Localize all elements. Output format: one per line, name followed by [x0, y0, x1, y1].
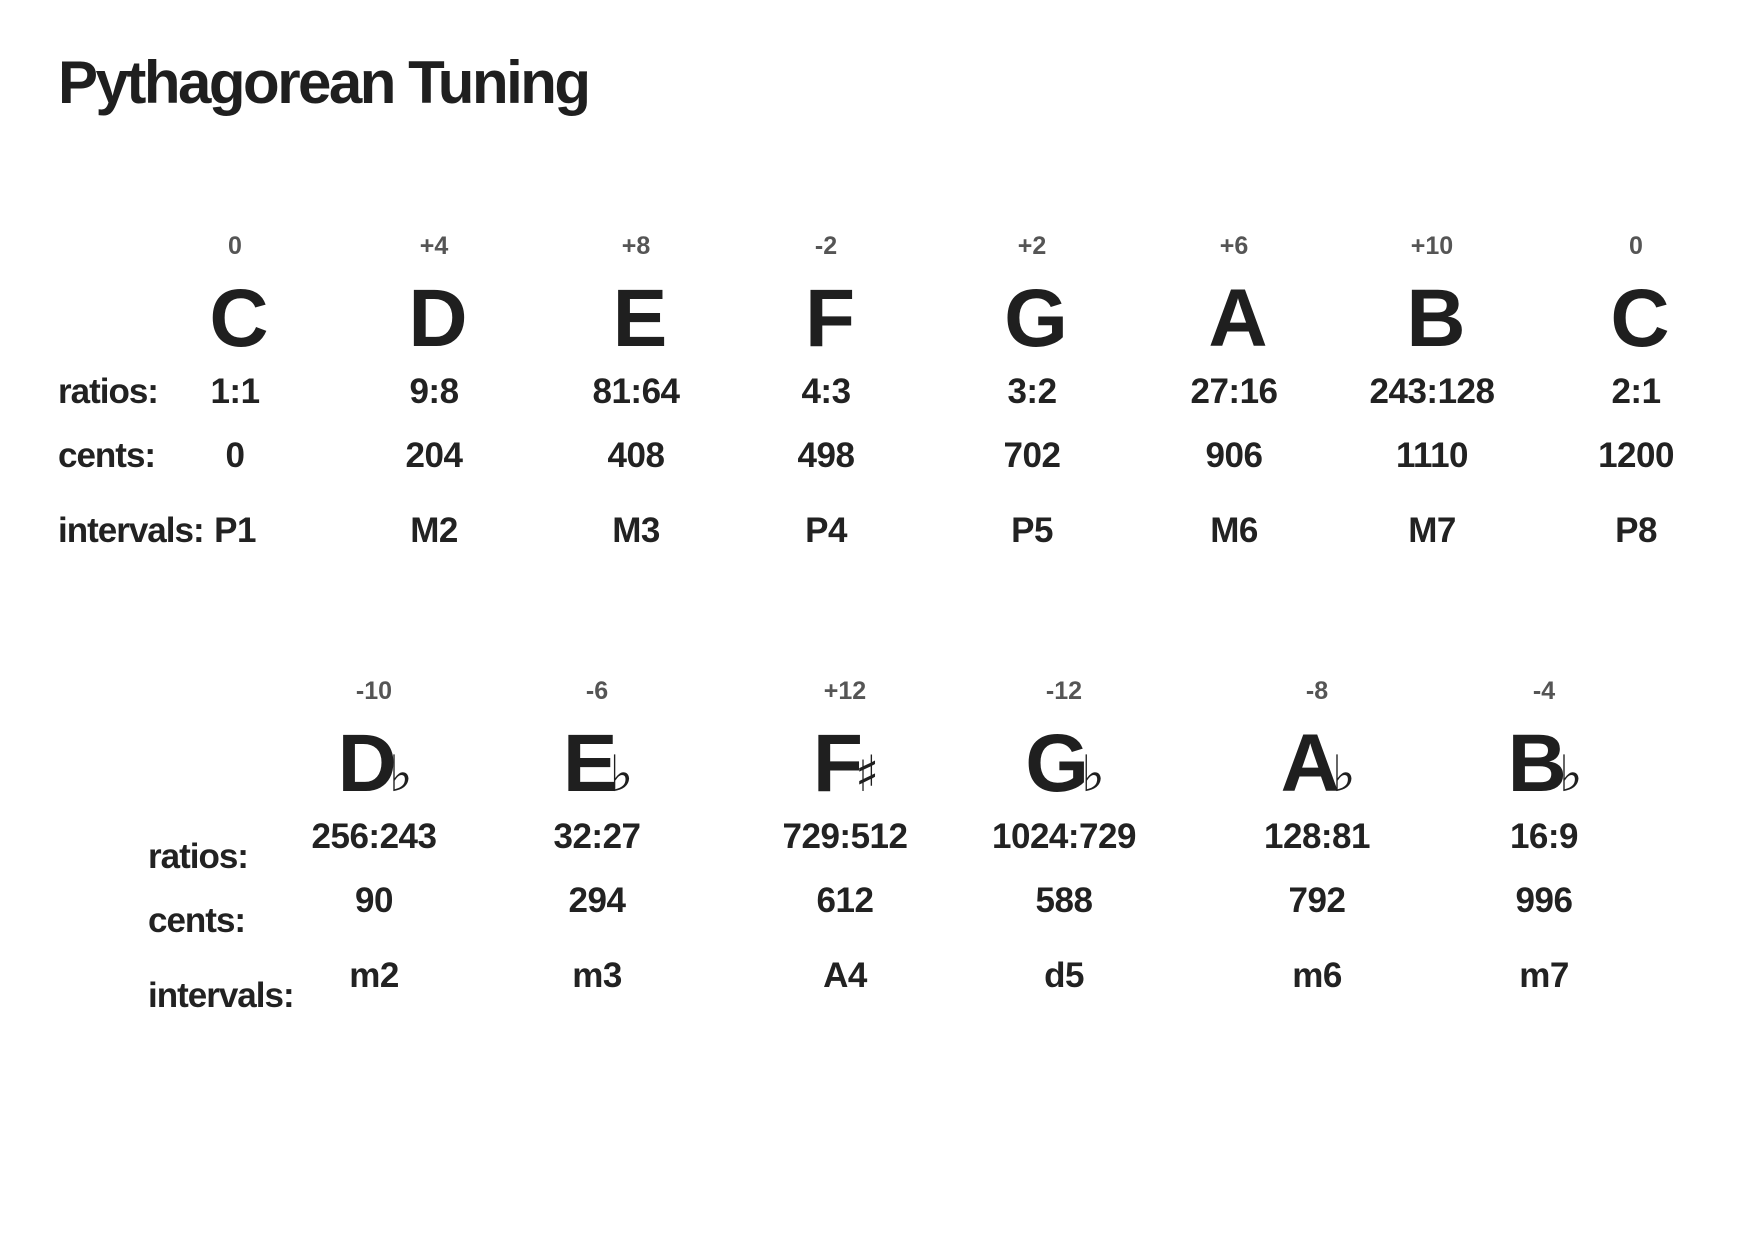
cents-value: 792 — [1288, 881, 1346, 920]
ratio-value: 9:8 — [409, 372, 459, 411]
interval-value: P5 — [1011, 511, 1053, 550]
deviation-value: -6 — [585, 677, 609, 705]
ratio-value: 256:243 — [311, 817, 437, 856]
note-name: A♭ — [1280, 718, 1354, 809]
deviation-value: +12 — [823, 677, 867, 705]
note-name: B — [1406, 273, 1464, 364]
sharp-icon: ♯ — [854, 745, 878, 803]
cents-value: 204 — [405, 436, 463, 475]
deviation-value: 0 — [1629, 232, 1643, 260]
ratio-value: 81:64 — [592, 372, 680, 411]
note-name: F♯ — [812, 718, 878, 809]
ratio-value: 128:81 — [1264, 817, 1370, 856]
deviation-value: +2 — [1017, 232, 1047, 260]
note-name: E♭ — [562, 718, 632, 809]
interval-value: M3 — [612, 511, 660, 550]
cents-value: 0 — [225, 436, 245, 475]
note-name: C — [209, 273, 267, 364]
note-name: D — [408, 273, 466, 364]
ratios-label-accidental: ratios: — [148, 837, 248, 876]
ratio-value: 3:2 — [1007, 372, 1057, 411]
note-name: G♭ — [1025, 718, 1103, 809]
interval-value: M7 — [1408, 511, 1456, 550]
flat-icon: ♭ — [388, 745, 411, 803]
cents-label-accidental: cents: — [148, 901, 246, 940]
deviation-value: -12 — [1045, 677, 1083, 705]
ratio-value: 4:3 — [801, 372, 851, 411]
ratio-value: 16:9 — [1509, 817, 1579, 856]
flat-icon: ♭ — [1081, 745, 1103, 803]
interval-value: P4 — [805, 511, 847, 550]
interval-value: m3 — [572, 956, 622, 995]
note-name: C — [1610, 273, 1668, 364]
ratios-label-natural: ratios: — [58, 372, 158, 411]
interval-value: P1 — [214, 511, 256, 550]
flat-icon: ♭ — [1558, 745, 1581, 803]
cents-value: 1110 — [1396, 436, 1468, 475]
ratio-value: 1024:729 — [992, 817, 1136, 856]
cents-value: 588 — [1035, 881, 1093, 920]
cents-value: 996 — [1515, 881, 1573, 920]
ratio-value: 243:128 — [1369, 372, 1495, 411]
interval-value: M2 — [410, 511, 458, 550]
note-name: B♭ — [1507, 718, 1581, 809]
deviation-value: +6 — [1219, 232, 1249, 260]
cents-value: 906 — [1205, 436, 1263, 475]
ratio-value: 1:1 — [210, 372, 260, 411]
interval-value: m2 — [349, 956, 399, 995]
deviation-value: +4 — [419, 232, 449, 260]
ratio-value: 729:512 — [782, 817, 908, 856]
cents-value: 612 — [816, 881, 874, 920]
note-name: F — [804, 273, 854, 364]
intervals-label-natural: intervals: — [58, 511, 204, 550]
flat-icon: ♭ — [1331, 745, 1354, 803]
note-name: D♭ — [337, 718, 411, 809]
intervals-label-accidental: intervals: — [148, 976, 294, 1015]
note-name: G — [1004, 273, 1066, 364]
deviation-value: +10 — [1410, 232, 1454, 260]
cents-value: 90 — [355, 881, 393, 920]
deviation-value: -10 — [355, 677, 393, 705]
cents-value: 498 — [797, 436, 855, 475]
ratio-value: 32:27 — [553, 817, 641, 856]
cents-value: 702 — [1003, 436, 1061, 475]
deviation-value: -4 — [1532, 677, 1556, 705]
ratio-value: 2:1 — [1611, 372, 1661, 411]
deviation-value: -2 — [814, 232, 838, 260]
interval-value: M6 — [1210, 511, 1258, 550]
note-name: A — [1208, 273, 1266, 364]
note-name: E — [612, 273, 666, 364]
cents-value: 408 — [607, 436, 665, 475]
deviation-value: 0 — [228, 232, 242, 260]
flat-icon: ♭ — [609, 745, 632, 803]
interval-value: m7 — [1519, 956, 1569, 995]
cents-label-natural: cents: — [58, 436, 156, 475]
page-title: Pythagorean Tuning — [58, 49, 589, 116]
deviation-value: +8 — [621, 232, 651, 260]
deviation-value: -8 — [1305, 677, 1329, 705]
cents-value: 294 — [568, 881, 626, 920]
ratio-value: 27:16 — [1190, 372, 1278, 411]
interval-value: d5 — [1044, 956, 1084, 995]
interval-value: m6 — [1292, 956, 1342, 995]
interval-value: P8 — [1615, 511, 1657, 550]
cents-value: 1200 — [1598, 436, 1674, 475]
interval-value: A4 — [823, 956, 867, 995]
